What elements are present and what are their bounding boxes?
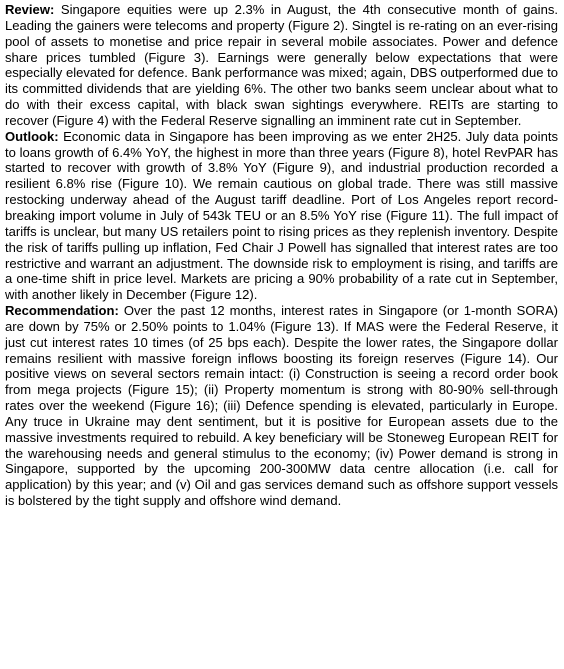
outlook-text: Economic data in Singapore has been improving as we enter 2H25. July data points to loans growth of 6.4% YoY, the highest in more than three years (Figure 8), hotel RevPAR has started to recover with growth of 3.8% YoY (Figure 9), and industrial production recorded a resilient 6.8% rise (Figure 10). We remain cautious on global trade. There was still massive restocking underway ahead of the August tariff deadline. Port of Los Angeles report record-breaking import volume in July of 543k TEU or an 8.5% YoY rise (Figure 11). The full impact of tariffs is unclear, but many US retailers point to rising prices as they replenish inventory. Despite the risk of tariffs pulling up inflation, Fed Chair J Powell has signalled that interest rates are too restrictive and warrant an adjustment. The downside risk to employment is rising, and tariffs are a one-time shift in price level. Markets are pricing a 90% probability of a rate cut in September, with another likely in December (Figure 12). xyxy=(5,128,558,303)
review-text: Singapore equities were up 2.3% in August, the 4th consecutive month of gains. Leading the gainers were telecoms and property (Figure 2). Singtel is re-rating on an ever-rising pool of assets to monetise and price repair in several mobile associates. Power and defence share prices tumbled (Figure 3). Earnings were generally below expectations that were especially elevated for defence. Bank performance was mixed; again, DBS outperformed due to its committed dividends that are yielding 6%. The other two banks seem unclear about what to do with their excess capital, with black swan sightings everywhere. REITs are starting to recover (Figure 4) with the Federal Reserve signalling an imminent rate cut in September. xyxy=(5,2,558,128)
recommendation-text: Over the past 12 months, interest rates in Singapore (or 1-month SORA) are down by 75% or 2.50% points to 1.04% (Figure 13). If MAS were the Federal Reserve, it just cut interest rates 10 times (of 25 bps each). Despite the lower rates, the Singapore dollar remains resilient with massive foreign inflows boosting its foreign reserves (Figure 14). Our positive views on several sectors remain intact: (i) Construction is seeing a record order book from mega projects (Figure 15); (ii) Property momentum is strong with 80-90% sell-through rates over the weekend (Figure 16); (iii) Defence spending is elevated, particularly in Europe. Any truce in Ukraine may dent sentiment, but it is positive for European assets due to the massive investments required to rebuild. A key beneficiary will be Stoneweg European REIT for the warehousing needs and general stimulus to the economy; (iv) Power demand is strong in Singapore, supported by the upcoming 200-300MW data centre allocation (i.e. call for application) by this year; and (v) Oil and gas services demand such as offshore support vessels is bolstered by the tight supply and offshore wind demand. xyxy=(5,303,558,509)
outlook-heading: Outlook: xyxy=(5,128,59,144)
review-paragraph xyxy=(5,2,558,129)
recommendation-heading: Recommendation: xyxy=(5,303,119,319)
recommendation-paragraph xyxy=(5,303,558,509)
review-heading: Review: xyxy=(5,2,55,17)
outlook-paragraph xyxy=(5,129,558,303)
